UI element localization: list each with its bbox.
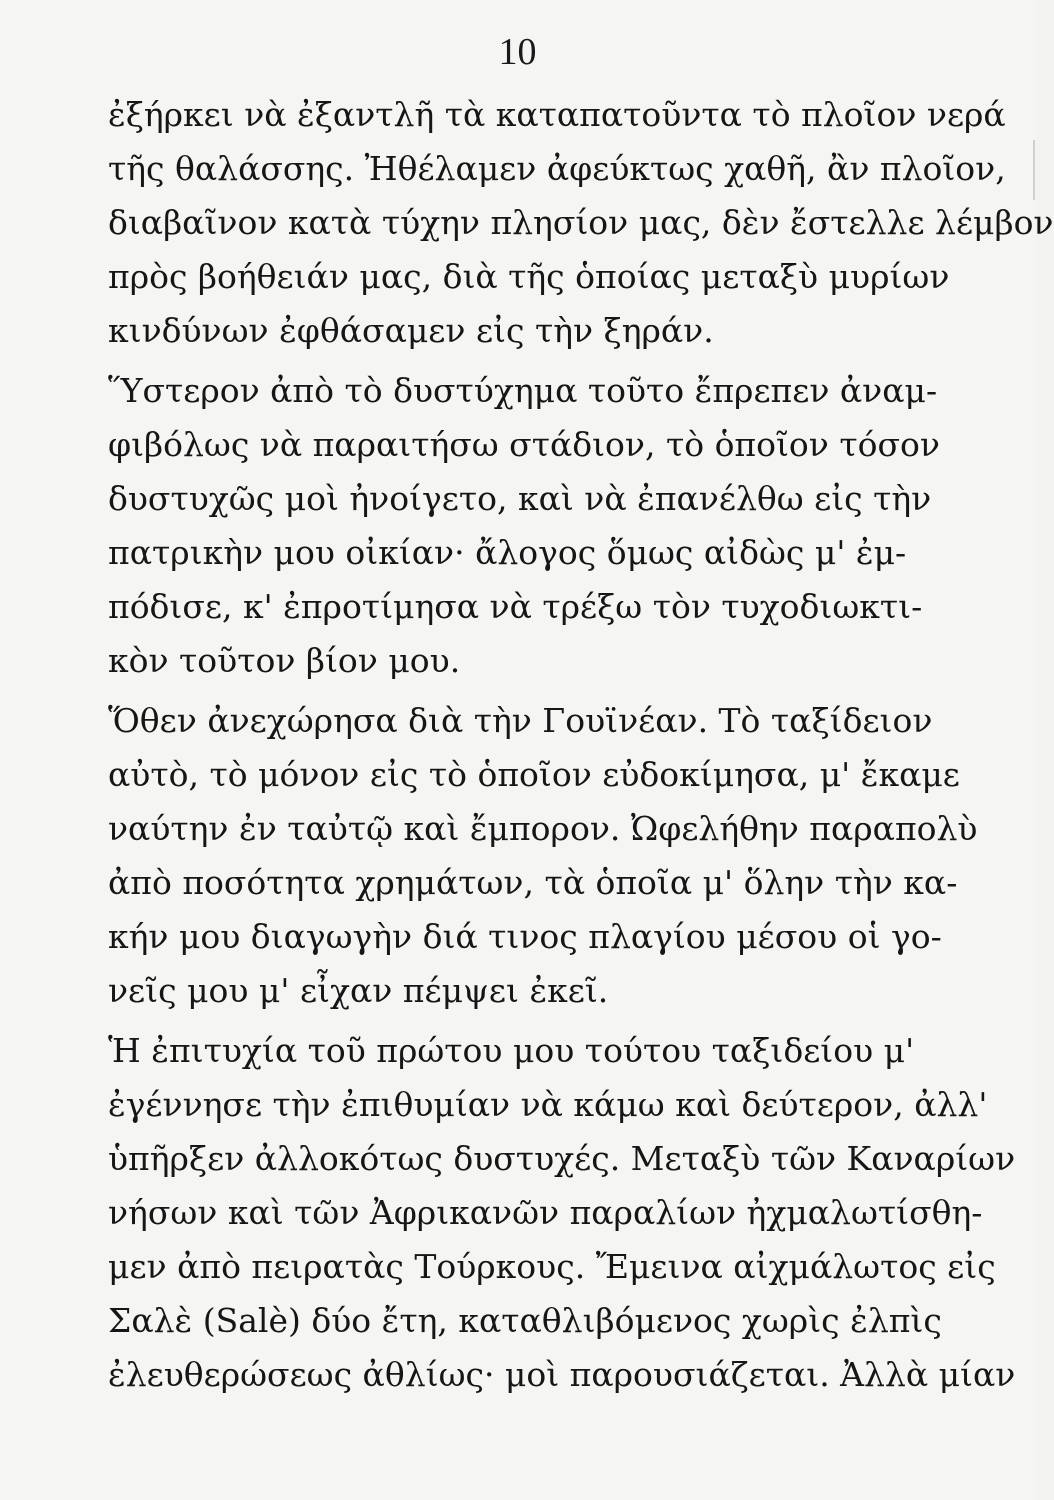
text-line: τῆς θαλάσσης. Ἠθέλαμεν ἀφεύκτως χαθῆ, ἂν πλοῖον,	[108, 149, 1006, 188]
text-line: ἐγέννησε τὴν ἐπιθυμίαν νὰ κάμω καὶ δεύτερον, ἀλλ'	[108, 1085, 988, 1124]
text-line: ἀπὸ ποσότητα χρημάτων, τὰ ὁποῖα μ' ὅλην τὴν κα-	[108, 863, 958, 902]
text-line: μεν ἀπὸ πειρατὰς Τούρκους. Ἔμεινα αἰχμάλωτος εἰς	[108, 1247, 996, 1286]
text-line: κινδύνων ἐφθάσαμεν εἰς τὴν ξηράν.	[108, 311, 714, 350]
text-line: Ὕστερον ἀπὸ τὸ δυστύχημα τοῦτο ἔπρεπεν ἀναμ-	[108, 371, 938, 410]
text-line: ναύτην ἐν ταὐτῷ καὶ ἔμπορον. Ὠφελήθην παραπολὺ	[108, 809, 978, 848]
text-line: διαβαῖνον κατὰ τύχην πλησίον μας, δὲν ἔστελλε λέμβον	[108, 203, 1054, 242]
text-line: Ὅθεν ἀνεχώρησα διὰ τὴν Γουϊνέαν. Τὸ ταξίδειον	[108, 701, 933, 740]
text-line: νήσων καὶ τῶν Ἀφρικανῶν παραλίων ἠχμαλωτίσθη-	[108, 1193, 983, 1232]
page-number: 10	[498, 31, 537, 73]
text-line: ἐξήρκει νὰ ἐξαντλῆ τὰ καταπατοῦντα τὸ πλοῖον νερά	[108, 95, 1006, 134]
text-line: Σαλὲ (Salè) δύο ἔτη, καταθλιβόμενος χωρὶς ἐλπὶς	[108, 1301, 942, 1340]
text-line: κὸν τοῦτον βίον μου.	[108, 641, 461, 680]
text-line: ἐλευθερώσεως ἀθλίως· μοὶ παρουσιάζεται. Ἀλλὰ μίαν	[108, 1355, 1016, 1394]
text-line: πρὸς βοήθειάν μας, διὰ τῆς ὁποίας μεταξὺ μυρίων	[108, 257, 950, 296]
text-line: δυστυχῶς μοὶ ἠνοίγετο, καὶ νὰ ἐπανέλθω εἰς τὴν	[108, 479, 932, 518]
text-line: πατρικὴν μου οἰκίαν· ἄλογος ὅμως αἰδὼς μ' ἐμ-	[108, 533, 907, 572]
text-line: κήν μου διαγωγὴν διά τινος πλαγίου μέσου οἱ γο-	[108, 917, 942, 956]
text-line: φιβόλως νὰ παραιτήσω στάδιον, τὸ ὁποῖον τόσον	[108, 425, 940, 464]
bleed-through-mark	[1027, 140, 1035, 200]
text-line: πόδισε, κ' ἐπροτίμησα νὰ τρέξω τὸν τυχοδιωκτι-	[108, 587, 923, 626]
text-line: νεῖς μου μ' εἶχαν πέμψει ἐκεῖ.	[108, 971, 609, 1010]
body-text	[108, 88, 1054, 1402]
text-line: Ἡ ἐπιτυχία τοῦ πρώτου μου τούτου ταξιδείου μ'	[108, 1031, 915, 1070]
text-line: ὑπῆρξεν ἀλλοκότως δυστυχές. Μεταξὺ τῶν Καναρίων	[108, 1139, 1016, 1178]
text-line: αὐτὸ, τὸ μόνον εἰς τὸ ὁποῖον εὐδοκίμησα, μ' ἔκαμε	[108, 755, 960, 794]
